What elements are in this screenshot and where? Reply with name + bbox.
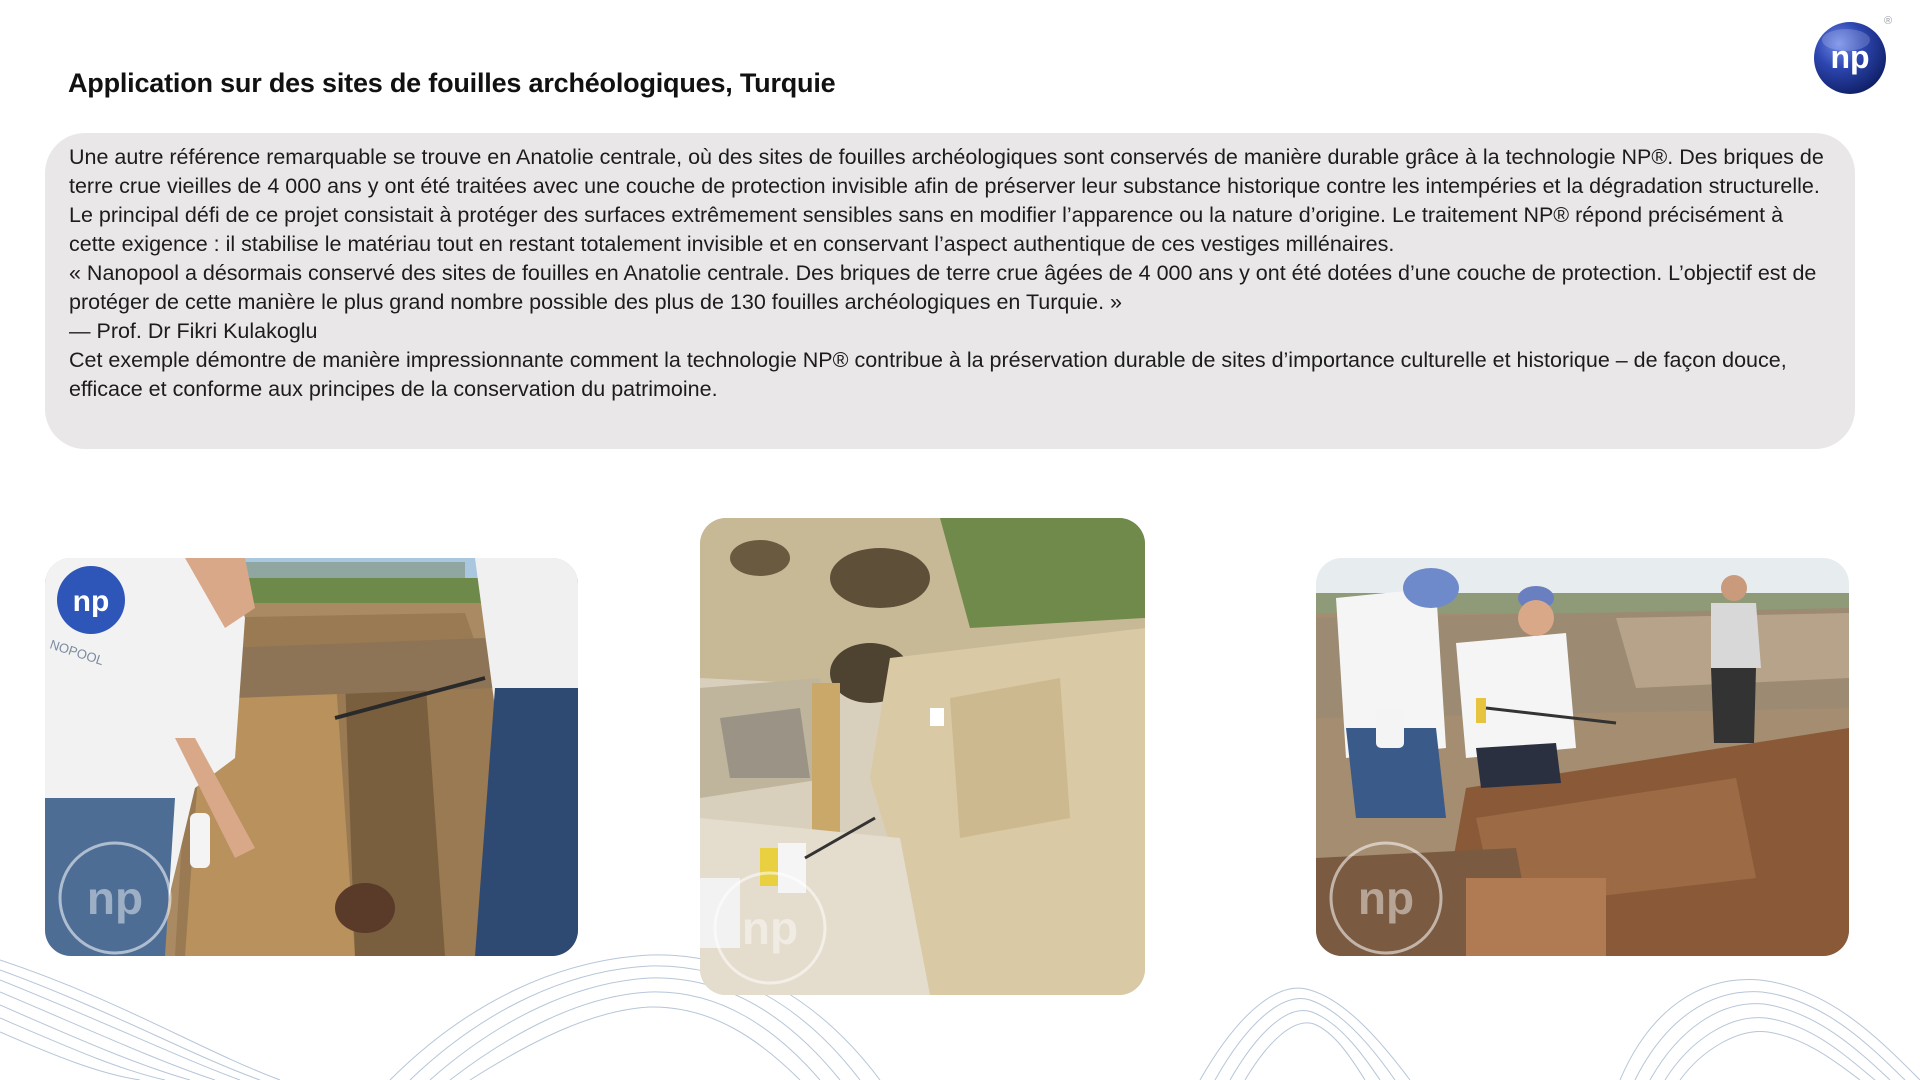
watermark-text: np [86, 872, 144, 924]
shirt-logo-text: np [72, 585, 110, 618]
watermark-text: np [741, 902, 799, 954]
registered-mark: ® [1884, 15, 1893, 27]
paragraph-challenge: Le principal défi de ce projet consistait à protéger des surfaces extrêmement sensibles sans en modifier l’apparence ou la nature d’origine. Le traitement NP® répond précisément à cette exigence : il stabilise le matériau tout en restant totalement invisible et en conservant l’aspect authentique de ces vestiges millénaires. [69, 203, 1784, 256]
quote-attribution: — Prof. Dr Fikri Kulakoglu [69, 319, 318, 343]
shirt-print-text: NOPOOL [48, 636, 106, 669]
np-logo [1812, 20, 1888, 96]
logo-text: np [1830, 39, 1870, 75]
description-panel [45, 133, 1855, 449]
photo-mudbrick-spraying [45, 558, 578, 956]
watermark-text: np [1357, 872, 1415, 924]
paragraph-conclusion: Cet exemple démontre de manière impressionnante comment la technologie NP® contribue à la préservation durable de sites d’importance culturelle et historique – de façon douce, efficace et conforme aux principes de la conservation du patrimoine. [69, 348, 1787, 401]
paragraph-intro: Une autre référence remarquable se trouve en Anatolie centrale, où des sites de fouilles archéologiques sont conservés de manière durable grâce à la technologie NP®. Des briques de terre crue vieilles de 4 000 ans y ont été traitées avec une couche de protection invisible afin de préserver leur substance historique contre les intempéries et la dégradation structurelle. [69, 145, 1824, 198]
page-title: Application sur des sites de fouilles archéologiques, Turquie [68, 68, 836, 98]
quote: « Nanopool a désormais conservé des sites de fouilles en Anatolie centrale. Des briques de terre crue âgées de 4 000 ans y ont été dotées d’une couche de protection. L’objectif est de protéger de cette manière le plus grand nombre possible des plus de 130 fouilles archéologiques en Turquie. » [69, 261, 1817, 314]
photo-rock-cave [700, 518, 1145, 995]
photo-excavation-team [1316, 558, 1849, 956]
